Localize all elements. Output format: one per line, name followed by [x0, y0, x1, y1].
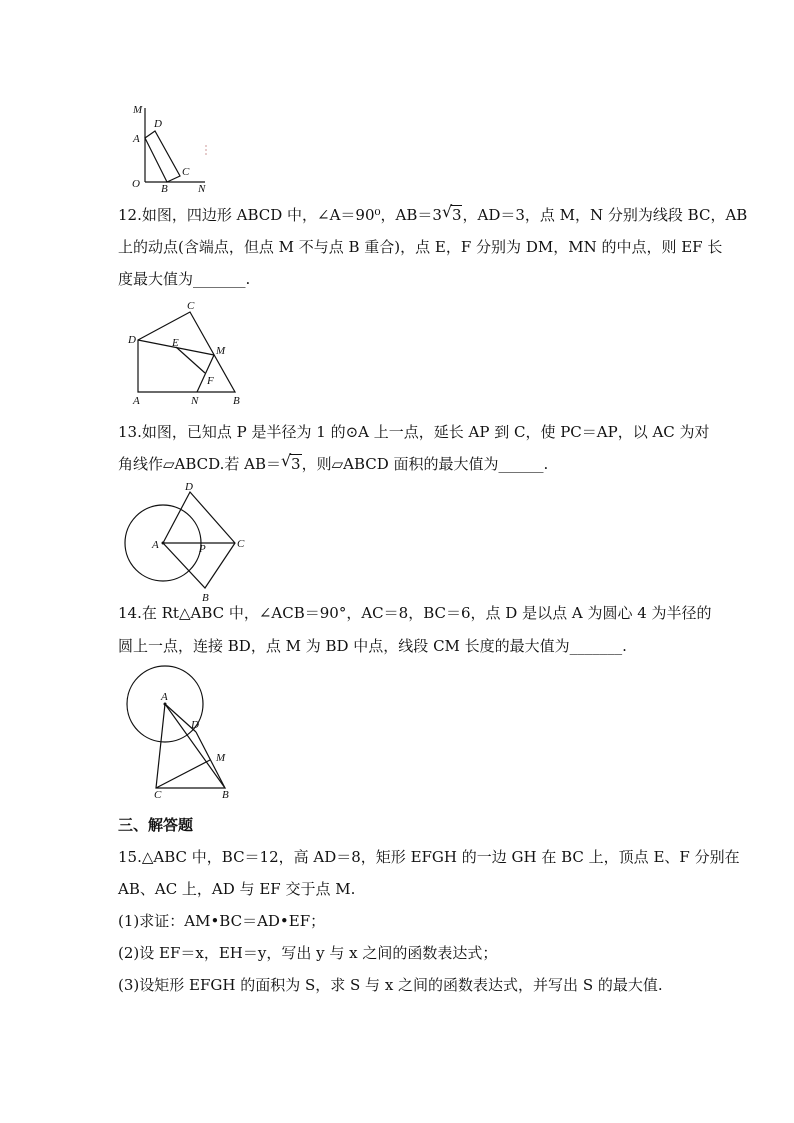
label-p: P	[199, 543, 206, 555]
q12-line2: 上的动点(含端点，但点 M 不与点 B 重合)，点 E，F 分别为 DM，MN 的中点，则 EF 长	[118, 238, 723, 256]
label-a: A	[161, 691, 168, 703]
label-a: A	[152, 539, 159, 551]
rectangle-abcd	[145, 131, 180, 182]
label-a: A	[133, 133, 140, 145]
figure-q14	[120, 660, 245, 800]
label-b: B	[222, 789, 229, 801]
label-m: M	[216, 752, 226, 764]
figure-q12	[125, 297, 255, 409]
label-d: D	[185, 481, 193, 493]
label-c: C	[187, 300, 195, 312]
label-e: E	[172, 337, 179, 349]
figure-q11	[120, 100, 220, 195]
label-c: C	[154, 789, 162, 801]
figure-q13	[120, 480, 255, 602]
label-d: D	[191, 719, 199, 731]
sqrt-3: √ 3	[441, 202, 462, 224]
q14-line1: 14.在 Rt△ABC 中，∠ACB＝90°，AC＝8，BC＝6，点 D 是以点 A 为圆心 4 为半径的	[118, 604, 712, 622]
center-a	[162, 542, 165, 545]
label-d: D	[154, 118, 162, 130]
label-b: B	[202, 592, 209, 604]
label-c: C	[182, 166, 190, 178]
section-heading: 三、解答题	[118, 816, 194, 834]
q14-line2: 圆上一点，连接 BD，点 M 为 BD 中点，线段 CM 长度的最大值为_______.	[118, 637, 627, 655]
triangle-acb	[156, 704, 225, 788]
q15-part1: (1)求证：AM•BC＝AD•EF；	[118, 912, 326, 930]
label-m: M	[216, 345, 226, 357]
label-o: O	[132, 178, 140, 190]
q12-line1: 12.如图，四边形 ABCD 中，∠A＝90⁰，AB＝3 √ 3，AD＝3，点 M，N 分别为线段 BC，AB	[118, 202, 748, 224]
label-c: C	[237, 538, 245, 550]
label-d: D	[128, 334, 136, 346]
q12-line3: 度最大值为_______.	[118, 270, 251, 288]
q15-line2: AB、AC 上，AD 与 EF 交于点 M.	[118, 880, 356, 898]
q13-line2: 角线作▱ABCD.若 AB＝ √ 3，则▱ABCD 面积的最大值为______.	[118, 451, 549, 473]
label-b: B	[233, 395, 240, 407]
label-b: B	[161, 183, 168, 195]
label-f: F	[207, 375, 214, 387]
label-n: N	[198, 183, 206, 195]
q15-line1: 15.△ABC 中，BC＝12，高 AD＝8，矩形 EFGH 的一边 GH 在 BC 上，顶点 E、F 分别在	[118, 848, 740, 866]
label-m: M	[133, 104, 143, 116]
q13-line1: 13.如图，已知点 P 是半径为 1 的⊙A 上一点，延长 AP 到 C，使 PC＝AP，以 AC 为对	[118, 423, 710, 441]
segment-cm	[156, 760, 210, 788]
q15-part3: (3)设矩形 EFGH 的面积为 S，求 S 与 x 之间的函数表达式，并写出 S 的最大值.	[118, 976, 663, 994]
q15-part2: (2)设 EF＝x，EH＝y，写出 y 与 x 之间的函数表达式；	[118, 944, 498, 962]
label-n: N	[191, 395, 199, 407]
sqrt-3: √ 3	[281, 451, 301, 473]
label-a: A	[133, 395, 140, 407]
